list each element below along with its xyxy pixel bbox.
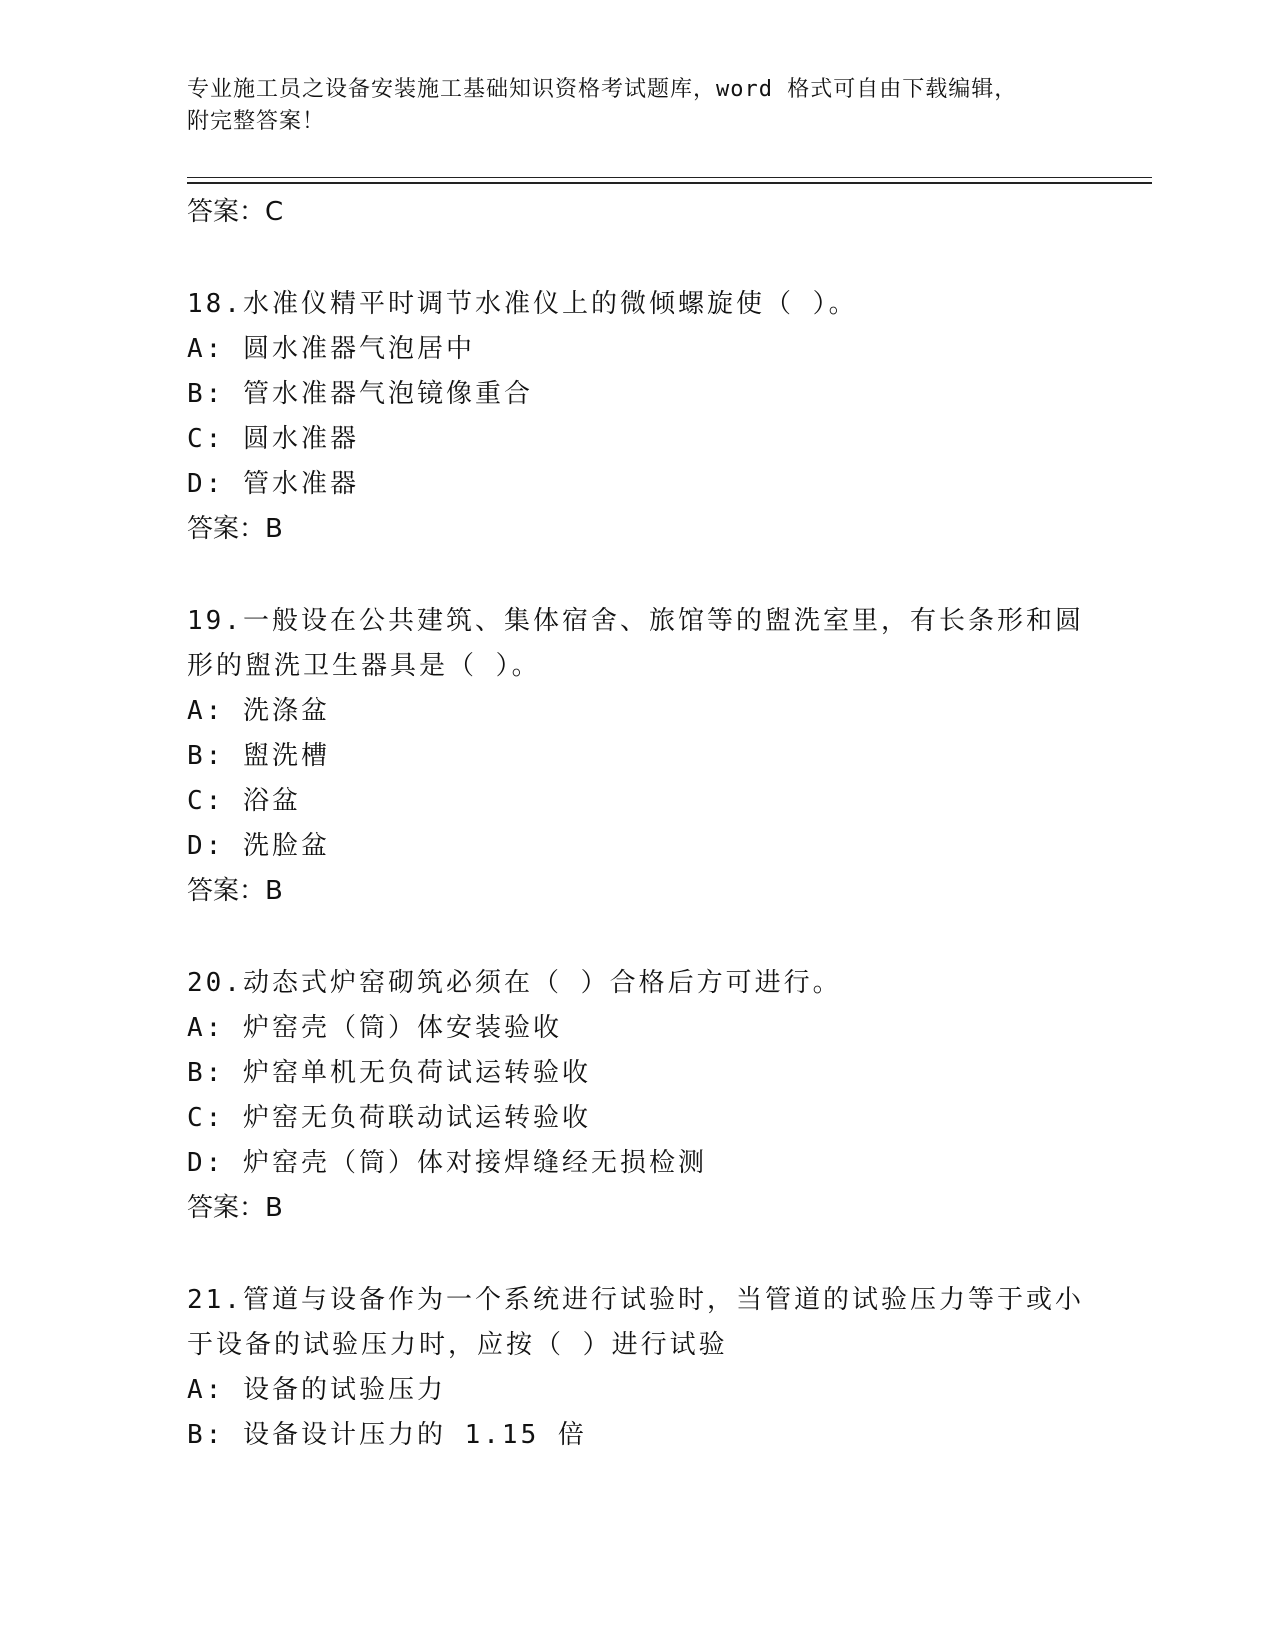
option-d: D: 炉窑壳（筒）体对接焊缝经无损检测 — [187, 1148, 707, 1178]
option-c: C: 炉窑无负荷联动试运转验收 — [187, 1103, 591, 1133]
header-rule-thick — [187, 182, 1152, 184]
option-b: B: 设备设计压力的 1.15 倍 — [187, 1420, 587, 1450]
question-18 — [187, 282, 1087, 552]
question-text-cont: 形的盥洗卫生器具是（ ）。 — [187, 651, 541, 681]
option-b: B: 管水准器气泡镜像重合 — [187, 379, 533, 409]
question-text: 18.水准仪精平时调节水准仪上的微倾螺旋使（ ）。 — [187, 289, 858, 319]
question-text: 21.管道与设备作为一个系统进行试验时，当管道的试验压力等于或小 — [187, 1285, 1084, 1315]
question-text: 19.一般设在公共建筑、集体宿舍、旅馆等的盥洗室里，有长条形和圆 — [187, 606, 1084, 636]
option-b: B: 盥洗槽 — [187, 741, 330, 771]
option-a: A: 圆水准器气泡居中 — [187, 334, 475, 364]
option-c: C: 浴盆 — [187, 786, 301, 816]
option-d: D: 洗脸盆 — [187, 831, 330, 861]
option-a: A: 炉窑壳（筒）体安装验收 — [187, 1013, 562, 1043]
option-d: D: 管水准器 — [187, 469, 359, 499]
answer-line: 答案：C — [187, 197, 284, 227]
option-a: A: 设备的试验压力 — [187, 1375, 446, 1405]
question-20 — [187, 961, 1087, 1231]
option-a: A: 洗涤盆 — [187, 696, 330, 726]
question-text-cont: 于设备的试验压力时，应按（ ）进行试验 — [187, 1330, 728, 1360]
option-b: B: 炉窑单机无负荷试运转验收 — [187, 1058, 591, 1088]
question-list — [187, 190, 1087, 1458]
answer-line: 答案：B — [187, 876, 283, 906]
answer-line: 答案：B — [187, 514, 283, 544]
answer-line: 答案：B — [187, 1193, 283, 1223]
question-21 — [187, 1278, 1087, 1458]
question-text: 20.动态式炉窑砌筑必须在（ ）合格后方可进行。 — [187, 968, 842, 998]
question-19 — [187, 599, 1087, 914]
header-line-1: 专业施工员之设备安装施工基础知识资格考试题库，word 格式可自由下载编辑， — [187, 77, 1018, 102]
option-c: C: 圆水准器 — [187, 424, 359, 454]
header-line-2: 附完整答案！ — [187, 109, 326, 134]
page-header — [187, 74, 1087, 138]
header-rule-thin — [187, 177, 1152, 178]
